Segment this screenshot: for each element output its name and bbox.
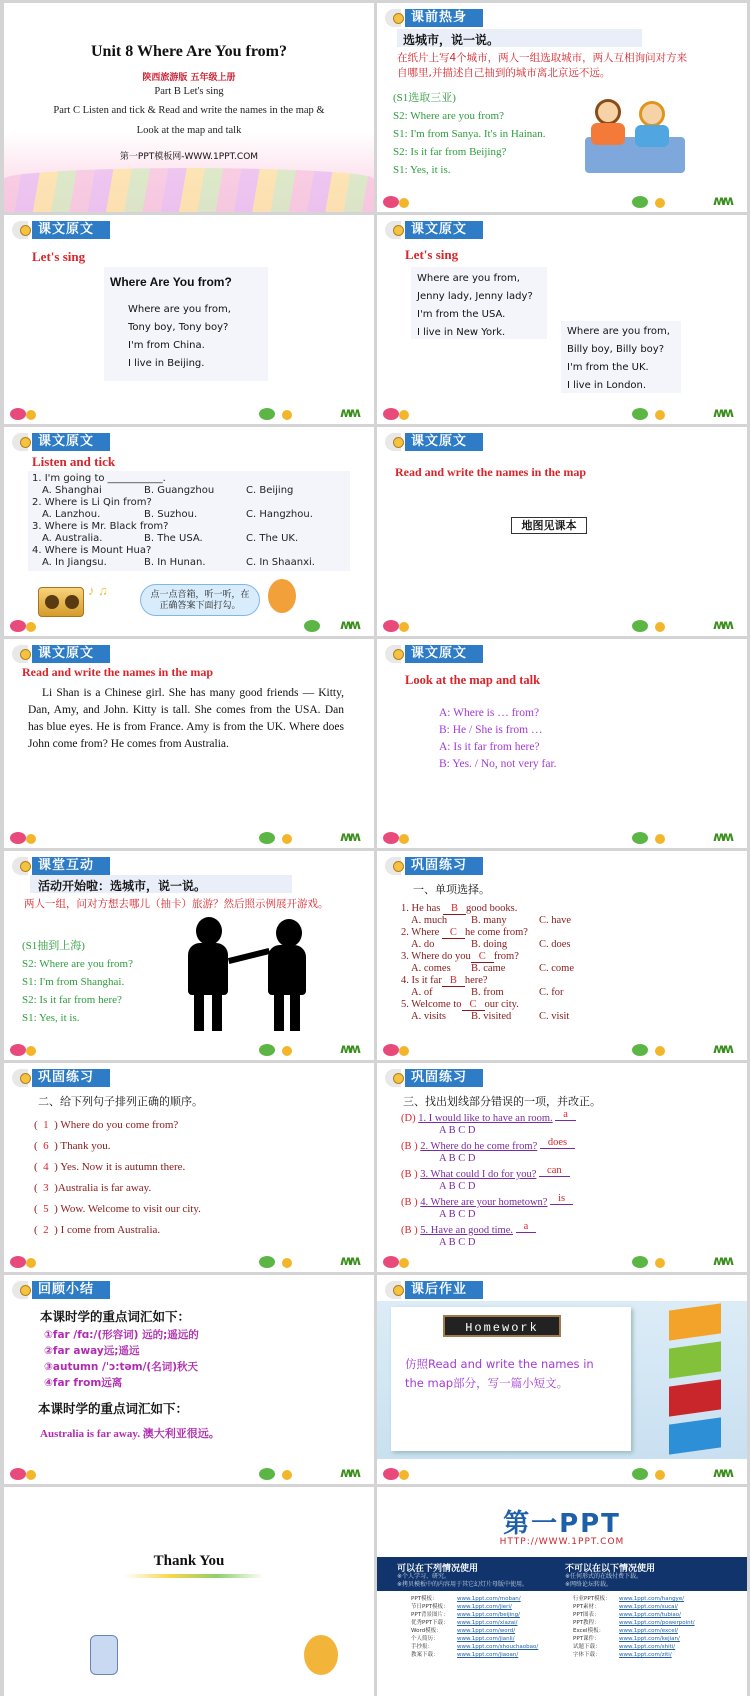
choice-item: [401, 951, 721, 963]
correction-item: [401, 1165, 731, 1181]
fix: can: [539, 1165, 570, 1177]
lyric-line: Where are you from,: [567, 326, 670, 337]
sentence: Where do you come from?: [60, 1119, 179, 1131]
stem: 1. He has: [401, 903, 443, 914]
link-label: 教案下载：: [411, 1652, 439, 1658]
option[interactable]: C. Hangzhou.: [246, 509, 313, 520]
options: [401, 939, 721, 951]
link-url[interactable]: www.1ppt.com/word/: [457, 1628, 516, 1634]
choice-item: [401, 999, 721, 1011]
verse-1: [417, 270, 533, 342]
slide-title: Let's sing: [405, 247, 459, 262]
correction-item: [401, 1221, 731, 1237]
music-note-icon: ♪ ♫: [88, 583, 108, 598]
slide-12-correction[interactable]: [377, 1063, 747, 1272]
option: B. doing: [471, 939, 508, 950]
talk-line: A: Is it far from here?: [439, 741, 540, 753]
link-label: PPT图表：: [573, 1612, 600, 1618]
correction-item: [401, 1109, 731, 1125]
passage: Li Shan is a Chinese girl. She has many good friends — Kitty, Dan, Amy, and John. Kitty is tall. She comes from the USA. Dan has blue eyes. He is from France. Amy is from the UK. Where does John come from? He comes from Australia.: [28, 687, 344, 750]
lyric-line: Billy boy, Billy boy?: [567, 344, 665, 355]
link-label: Excel模板：: [573, 1628, 605, 1634]
slide-1-title[interactable]: [4, 3, 374, 212]
lyric-line: Where are you from,: [128, 304, 231, 315]
link-url[interactable]: www.1ppt.com/beijing/: [457, 1612, 521, 1618]
bottom-decoration: ʍʍ: [377, 610, 747, 636]
link-row: [411, 1651, 538, 1659]
two-people-silhouette: [180, 917, 320, 1033]
hint-bubble: 点一点音箱，听一听，在正确答案下面打勾。: [140, 584, 260, 616]
fix: does: [540, 1137, 575, 1149]
option[interactable]: C. In Shaanxi.: [246, 557, 315, 568]
order-number: 3: [43, 1182, 49, 1194]
sentence: 5. Have an good time.: [420, 1225, 513, 1236]
link-label: 字体下载：: [573, 1652, 601, 1658]
link-label: PPT背景图片：: [411, 1612, 449, 1618]
fix: a: [516, 1221, 537, 1233]
stem: good books.: [466, 903, 518, 914]
option[interactable]: C. Beijing: [246, 485, 294, 496]
bottom-decoration: ʍʍ: [4, 1034, 374, 1060]
dialog-line: S1: Yes, it is.: [22, 1012, 80, 1024]
link-label: 节日PPT模板：: [411, 1604, 449, 1610]
vocab-item: ④far from远离: [44, 1377, 123, 1389]
slide-title: Look at the map and talk: [405, 673, 541, 687]
activity-instruction: 两人一组，问对方想去哪儿（抽卡）旅游？然后照示例展开游戏。: [24, 898, 329, 910]
warmup-heading: 选城市，说一说。: [403, 33, 500, 47]
summary-heading: 本课时学的重点词汇如下：: [38, 1401, 189, 1416]
bottom-decoration: ʍʍ: [377, 822, 747, 848]
answer: C: [442, 927, 465, 939]
sentence: Wow. Welcome to visit our city.: [60, 1203, 201, 1215]
answer: C: [471, 951, 494, 963]
option[interactable]: A. Australia.: [42, 533, 103, 544]
bottom-decoration: ʍʍ: [377, 1458, 747, 1484]
link-url[interactable]: www.1ppt.com/powerpoint/: [619, 1620, 695, 1626]
section-tag: 巩固练习: [405, 857, 483, 875]
question-list: [32, 473, 348, 569]
order-item: ( 1 ) Where do you come from?: [34, 1119, 179, 1131]
letters: A B C D: [439, 1181, 476, 1192]
section-tag: 课前热身: [405, 9, 483, 27]
section-tag: 课文原文: [32, 645, 110, 663]
option[interactable]: B. The USA.: [144, 533, 203, 544]
section-tag: 回顾小结: [32, 1281, 110, 1299]
link-row: [573, 1651, 695, 1659]
bottom-decoration: ʍʍ: [4, 822, 374, 848]
choice-item: [401, 975, 721, 987]
letters: A B C D: [439, 1125, 476, 1136]
slide-15-thank-you[interactable]: [4, 1487, 374, 1696]
link-label: 试题下载：: [573, 1644, 601, 1650]
order-number: 2: [43, 1224, 49, 1236]
link-row: [573, 1603, 695, 1611]
link-label: PPT教程：: [573, 1620, 600, 1626]
map-note-box: 地图见课本: [511, 517, 587, 534]
exercise-heading: 二、给下列句子排列正确的顺序。: [38, 1095, 203, 1108]
summary-heading: 本课时学的重点词汇如下：: [40, 1309, 191, 1324]
pineapple-character: [268, 579, 296, 613]
link-row: [411, 1619, 538, 1627]
option[interactable]: B. Guangzhou: [144, 485, 215, 496]
question: 2. Where is Li Qin from?: [32, 497, 152, 508]
sentence: Thank you.: [60, 1140, 111, 1152]
stem: he come from?: [464, 927, 528, 938]
slide-10-choice[interactable]: [377, 851, 747, 1060]
talk-line: B: He / She is from …: [439, 724, 543, 736]
link-row: [573, 1619, 695, 1627]
option: B. visited: [471, 1011, 512, 1022]
fix: a: [555, 1109, 576, 1121]
answer: (B ): [401, 1197, 418, 1208]
order-number: 6: [43, 1140, 49, 1152]
cannot-item: ※任何形式的在线付费下载。: [565, 1573, 643, 1580]
warmup-instruction: 在纸片上写4个城市，两人一组选取城市，两人互相询问对方来自哪里,并描述自己抽到的城市离北京远不远。: [397, 52, 688, 79]
bottom-decoration: ʍʍ: [377, 186, 747, 212]
link-row: [573, 1635, 695, 1643]
option: C. for: [539, 987, 564, 998]
link-row: [411, 1635, 538, 1643]
question: 1. I'm going to ___________.: [32, 473, 166, 484]
answer: B: [443, 903, 466, 915]
talk-lines: [439, 705, 557, 773]
answer: (B ): [401, 1225, 418, 1236]
key-sentence: Australia is far away. 澳大利亚很远。: [40, 1428, 220, 1440]
link-row: [411, 1611, 538, 1619]
draw-note: (S1选取三亚): [393, 92, 456, 104]
lyric-line: Jenny lady, Jenny lady?: [417, 291, 533, 302]
link-row: [411, 1627, 538, 1635]
slide-title: Listen and tick: [32, 454, 116, 469]
rainbow-underline: [124, 1574, 264, 1578]
section-tag: 课文原文: [32, 221, 110, 239]
option: A. do: [411, 939, 435, 950]
link-url[interactable]: www.1ppt.com/excel/: [619, 1628, 678, 1634]
slide-13-summary[interactable]: [4, 1275, 374, 1484]
option: B. from: [471, 987, 504, 998]
link-url[interactable]: www.1ppt.com/kejian/: [619, 1636, 680, 1642]
stem: 2. Where: [401, 927, 442, 938]
link-label: PPT课件：: [573, 1636, 600, 1642]
bottom-decoration: ʍʍ: [377, 1034, 747, 1060]
options: [32, 557, 348, 569]
song-lyrics: [128, 301, 231, 373]
stem: our city.: [484, 999, 519, 1010]
order-number: 5: [43, 1203, 49, 1215]
link-row: [573, 1627, 695, 1635]
bottom-decoration: ʍʍ: [4, 398, 374, 424]
question: 4. Where is Mount Hua?: [32, 545, 152, 556]
verse-2: [567, 323, 670, 395]
part-c: Part C Listen and tick & Read and write the names in the map &: [53, 105, 325, 116]
link-label: 手抄报：: [411, 1644, 434, 1650]
lyric-line: I live in London.: [567, 380, 647, 391]
option: B. many: [471, 915, 507, 926]
answer: (B ): [401, 1141, 418, 1152]
slide-5-listen-tick[interactable]: [4, 427, 374, 636]
dialog: [393, 107, 545, 179]
answer: (B ): [401, 1169, 418, 1180]
exercise-heading: 一、单项选择。: [413, 883, 490, 896]
dialog-line: S2: Where are you from?: [22, 958, 133, 970]
order-item: ( 3 )Australia is far away.: [34, 1182, 152, 1194]
activity-heading: 活动开始啦：选城市，说一说。: [38, 879, 207, 893]
stem: here?: [464, 975, 488, 986]
option[interactable]: A. Lanzhou.: [42, 509, 101, 520]
dialog-line: S2: Is it far from Beijing?: [393, 146, 507, 158]
thank-you: Thank You: [153, 1553, 225, 1569]
options: [401, 915, 721, 927]
cartoon-character: [304, 1635, 338, 1675]
cannot-list: [565, 1573, 642, 1589]
sentence: Yes. Now it is autumn there.: [60, 1161, 186, 1173]
answer: (D): [401, 1113, 416, 1124]
can-item: ※个人学习、研究。: [397, 1573, 451, 1580]
vocab-item: ③autumn /ˈɔ:təm/(名词)秋天: [44, 1361, 199, 1373]
link-url[interactable]: www.1ppt.com/moban/: [457, 1596, 521, 1602]
options: [401, 1011, 721, 1023]
slide-4-lets-sing[interactable]: [377, 215, 747, 424]
slide-2-warmup[interactable]: [377, 3, 747, 212]
option: A. comes: [411, 963, 451, 974]
draw-note: (S1抽到上海): [22, 940, 85, 952]
option: B. came: [471, 963, 506, 974]
letters: A B C D: [439, 1153, 476, 1164]
link-url[interactable]: www.1ppt.com/ziti/: [619, 1652, 672, 1658]
correction-list: [401, 1109, 731, 1249]
option[interactable]: C. The UK.: [246, 533, 299, 544]
cannot-item: ※网络论坛转载。: [565, 1581, 613, 1588]
slide-7-passage[interactable]: [4, 639, 374, 848]
option: A. much: [411, 915, 448, 926]
link-label: PPT模板：: [411, 1596, 438, 1602]
dialog: [22, 955, 133, 1027]
look-talk: Look at the map and talk: [136, 125, 242, 136]
letters: A B C D: [439, 1237, 476, 1248]
order-item: ( 5 ) Wow. Welcome to visit our city.: [34, 1203, 201, 1215]
section-tag: 课文原文: [32, 433, 110, 451]
stem: 5. Welcome to: [401, 999, 462, 1010]
slide-11-ordering[interactable]: [4, 1063, 374, 1272]
slide-title: Let's sing: [32, 249, 86, 264]
dialog-line: S2: Where are you from?: [393, 110, 504, 122]
slide-6-read-write[interactable]: [377, 427, 747, 636]
slide-title: Read and write the names in the map: [22, 665, 213, 679]
bottom-decoration: ʍʍ: [377, 1246, 747, 1272]
vocab-list: [44, 1327, 199, 1391]
choice-list: [401, 903, 721, 1023]
vocab-item: ②far away远;遥远: [44, 1345, 140, 1357]
order-number: 1: [43, 1119, 49, 1131]
sentence: 3. What could I do for you?: [420, 1169, 537, 1180]
letters: A B C D: [439, 1209, 476, 1220]
section-tag: 课文原文: [405, 221, 483, 239]
lyric-line: I'm from the USA.: [417, 309, 506, 320]
link-row: [573, 1595, 695, 1603]
order-item: ( 2 ) I come from Australia.: [34, 1224, 161, 1236]
cartoon-character: [90, 1635, 118, 1675]
lesson-title: Unit 8 Where Are You from?: [91, 43, 287, 60]
lyric-line: I'm from the UK.: [567, 362, 649, 373]
bottom-decoration: ʍʍ: [377, 398, 747, 424]
can-title: 可以在下列情况使用: [397, 1564, 479, 1574]
slide-3-lets-sing[interactable]: [4, 215, 374, 424]
can-list: [397, 1573, 528, 1589]
section-tag: 课堂互动: [32, 857, 110, 875]
option[interactable]: A. In Jiangsu.: [42, 557, 107, 568]
lyric-line: Tony boy, Tony boy?: [128, 322, 229, 333]
section-tag: 课后作业: [405, 1281, 483, 1299]
sentence: 2. Where do he come from?: [420, 1141, 538, 1152]
link-label: Word模板：: [411, 1628, 442, 1634]
vocab-item: ①far /fɑ:/(形容词) 远的;遥远的: [44, 1329, 199, 1341]
lyric-line: I live in New York.: [417, 327, 506, 338]
sentence: 4. Where are your hometown?: [420, 1197, 548, 1208]
link-label: 个人简历：: [411, 1636, 439, 1642]
options: [32, 509, 348, 521]
link-row: [411, 1603, 538, 1611]
link-url[interactable]: www.1ppt.com/jianli/: [457, 1636, 515, 1642]
lyric-line: I'm from China.: [128, 340, 205, 351]
option: C. have: [539, 915, 572, 926]
dialog-line: S2: Is it far from here?: [22, 994, 122, 1006]
link-row: [411, 1595, 538, 1603]
section-tag: 巩固练习: [405, 1069, 483, 1087]
link-url[interactable]: www.1ppt.com/shouchaobao/: [457, 1644, 539, 1650]
lyric-line: I live in Beijing.: [128, 358, 205, 369]
slide-9-interaction[interactable]: [4, 851, 374, 1060]
correction-item: [401, 1137, 731, 1153]
song-title: Where Are You from?: [110, 275, 232, 289]
link-url[interactable]: www.1ppt.com/xiazai/: [457, 1620, 518, 1626]
lyric-line: Where are you from,: [417, 273, 520, 284]
option: C. does: [539, 939, 571, 950]
link-url[interactable]: www.1ppt.com/hangye/: [619, 1596, 685, 1602]
link-row: [573, 1643, 695, 1651]
link-label: 优秀PPT下载：: [411, 1620, 449, 1626]
order-list: [34, 1115, 201, 1241]
sentence: Australia is far away.: [57, 1182, 152, 1194]
link-label: PPT素材：: [573, 1604, 600, 1610]
slide-16-credits[interactable]: [377, 1487, 747, 1696]
site-caption: 第一PPT模板网-WWW.1PPT.COM: [119, 152, 259, 162]
answer: B: [442, 975, 465, 987]
homework-board: Homework: [443, 1315, 561, 1337]
option: A. of: [411, 987, 433, 998]
option: C. come: [539, 963, 574, 974]
flower-band: [4, 168, 374, 212]
links-right: [573, 1595, 695, 1659]
logo: 第一PPT: [503, 1509, 621, 1539]
options: [32, 485, 348, 497]
slide-8-map-talk[interactable]: [377, 639, 747, 848]
kids-at-desk-illustration: [577, 93, 687, 179]
exercise-heading: 三、找出划线部分错误的一项，并改正。: [403, 1095, 601, 1108]
order-number: 4: [43, 1161, 49, 1173]
link-label: 行业PPT模板：: [573, 1596, 611, 1602]
cannot-title: 不可以在以下情况使用: [565, 1564, 656, 1574]
dialog-line: S1: I'm from Shanghai.: [22, 976, 125, 988]
part-b: Part B Let's sing: [154, 86, 224, 97]
can-item: ※拷贝模板中的内容用于其它幻灯片母版中使用。: [397, 1581, 529, 1588]
links-left: [411, 1595, 538, 1659]
options: [401, 987, 721, 999]
fix: is: [550, 1193, 573, 1205]
options: [32, 533, 348, 545]
bottom-decoration: ʍʍ: [4, 1246, 374, 1272]
option[interactable]: B. In Hunan.: [144, 557, 206, 568]
link-url[interactable]: www.1ppt.com/jieri/: [457, 1604, 512, 1610]
stem: from?: [493, 951, 519, 962]
stem: 3. Where do you: [401, 951, 471, 962]
question: 3. Where is Mr. Black from?: [32, 521, 169, 532]
section-tag: 课文原文: [405, 645, 483, 663]
section-tag: 巩固练习: [32, 1069, 110, 1087]
sentence: 1. I would like to have an room.: [418, 1113, 553, 1124]
slide-title: Read and write the names in the map: [395, 465, 586, 479]
homework-text: 仿照Read and write the names in the map部分，写一篇小短文。: [405, 1357, 594, 1390]
option: C. visit: [539, 1011, 570, 1022]
link-url[interactable]: www.1ppt.com/tubiao/: [619, 1612, 681, 1618]
option[interactable]: B. Suzhou.: [144, 509, 198, 520]
edition: 陕西旅游版 五年级上册: [142, 73, 236, 83]
talk-line: B: Yes. / No, not very far.: [439, 758, 557, 770]
order-item: ( 6 ) Thank you.: [34, 1140, 111, 1152]
bottom-decoration: ʍʍ: [4, 610, 374, 636]
link-url[interactable]: www.1ppt.com/sucai/: [619, 1604, 678, 1610]
slide-14-homework[interactable]: [377, 1275, 747, 1484]
correction-item: [401, 1193, 731, 1209]
options: [401, 963, 721, 975]
link-row: [411, 1643, 538, 1651]
link-url[interactable]: www.1ppt.com/jiaoan/: [457, 1652, 519, 1658]
choice-item: [401, 903, 721, 915]
logo-url[interactable]: HTTP://WWW.1PPT.COM: [499, 1537, 625, 1547]
link-row: [573, 1611, 695, 1619]
dialog-line: S1: Yes, it is.: [393, 164, 451, 176]
option: A. visits: [411, 1011, 447, 1022]
bottom-decoration: ʍʍ: [4, 1458, 374, 1484]
dialog-line: S1: I'm from Sanya. It's in Hainan.: [393, 128, 546, 140]
choice-item: [401, 927, 721, 939]
option[interactable]: A. Shanghai: [42, 485, 102, 496]
section-tag: 课文原文: [405, 433, 483, 451]
stem: 4. Is it far: [401, 975, 442, 986]
order-item: ( 4 ) Yes. Now it is autumn there.: [34, 1161, 186, 1173]
sentence: I come from Australia.: [60, 1224, 161, 1236]
answer: C: [462, 999, 485, 1011]
link-url[interactable]: www.1ppt.com/shiti/: [619, 1644, 676, 1650]
talk-line: A: Where is … from?: [439, 707, 540, 719]
